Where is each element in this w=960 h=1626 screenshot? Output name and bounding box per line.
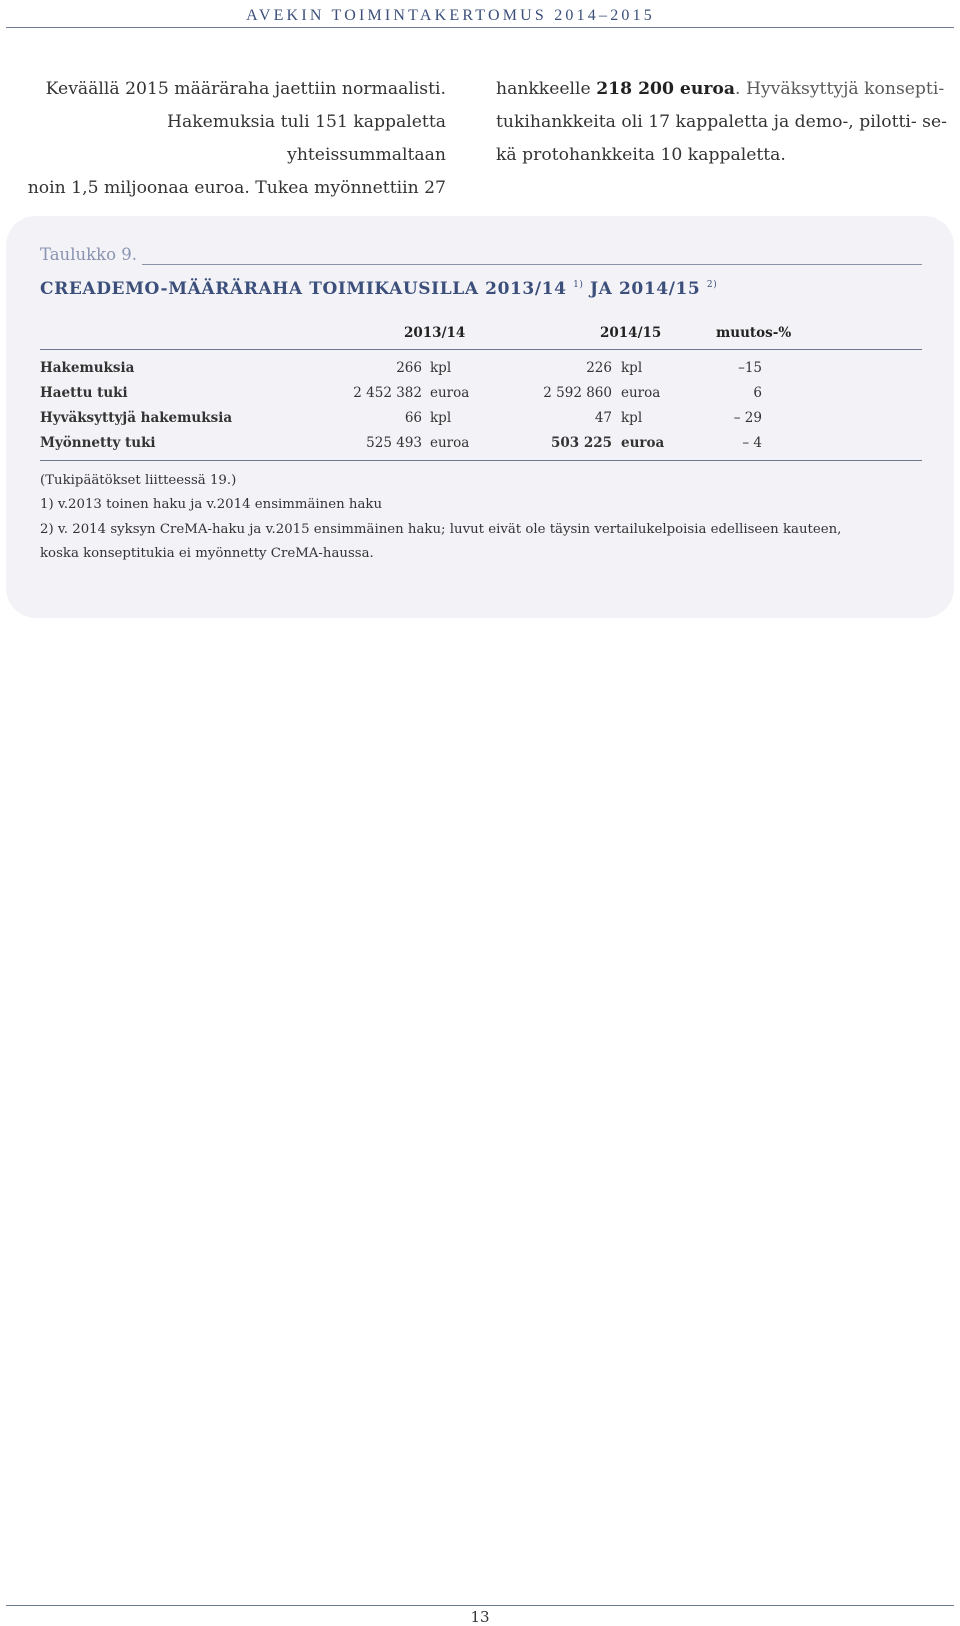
row-label: Hyväksyttyjä hakemuksia [40,410,233,426]
unit-2013-14: euroa [430,385,470,401]
value-2014-15: 226 [586,360,612,376]
intro-right-line: kä protohankkeita 10 kappaletta. [496,145,786,165]
header-title: AVEKIN TOIMINTAKERTOMUS 2014–2015 [246,7,655,24]
unit-2014-15: kpl [621,360,643,376]
unit-2013-14: kpl [430,410,452,426]
value-2014-15: 503 225 [550,435,612,451]
table-title [40,279,717,299]
footnote-ref-2: 2) [706,280,718,290]
intro-right-column [496,73,956,172]
intro-left-line: Hakemuksia tuli 151 kappaletta yhteissummaltaan [167,112,446,165]
value-2014-15: 2 592 860 [543,385,612,401]
intro-left-line: Keväällä 2015 määräraha jaettiin normaalisti. [45,79,446,99]
table-label: Taulukko 9. [40,245,138,264]
table-top-rule [40,349,922,350]
table-label-rule [142,264,922,265]
table-title-text: CREADEMO-MÄÄRÄRAHA TOIMIKAUSILLA 2013/14 [40,279,567,299]
column-header-2014-15: 2014/15 [600,325,662,341]
footnote-ref-1: 1) [573,280,584,290]
column-header-2013-14: 2013/14 [404,325,466,341]
intro-left-line: noin 1,5 miljoonaa euroa. Tukea myönnettiin 27 [27,178,446,198]
intro-amount: 218 200 euroa [596,79,736,99]
unit-2013-14: kpl [430,360,452,376]
table-footnote-2-cont: koska konseptitukia ei myönnetty CreMA-haussa. [40,546,374,561]
unit-2014-15: kpl [621,410,643,426]
table-footnote-2: 2) v. 2014 syksyn CreMA-haku ja v.2015 ensimmäinen haku; luvut eivät ole täysin vertailukelpoisia edelliseen kauteen, [40,522,842,537]
value-2013-14: 525 493 [366,435,422,451]
value-2013-14: 66 [404,410,422,426]
header-rule [6,27,954,28]
intro-right-line: tukihankkeita oli 17 kappaletta ja demo-, pilotti- se- [496,112,947,132]
change-value: – 4 [742,435,762,451]
column-header-change: muutos-% [716,325,792,341]
intro-text: hankkeelle [496,79,597,99]
row-label: Myönnetty tuki [40,435,156,451]
page-number: 13 [470,1608,490,1626]
table-note: (Tukipäätökset liitteessä 19.) [40,473,237,488]
value-2013-14: 2 452 382 [353,385,422,401]
change-value: – 29 [733,410,762,426]
change-value: 6 [753,385,762,401]
table-bottom-rule [40,460,922,461]
intro-left-column [6,73,446,205]
intro-right-line [496,73,956,106]
value-2014-15: 47 [594,410,612,426]
table-title-text: JA 2014/15 [590,279,701,299]
unit-2013-14: euroa [430,435,470,451]
footer-rule [6,1605,954,1606]
row-label: Haettu tuki [40,385,128,401]
value-2013-14: 266 [396,360,422,376]
table-footnote-1: 1) v.2013 toinen haku ja v.2014 ensimmäinen haku [40,497,383,512]
change-value: –15 [738,360,762,376]
intro-text: . Hyväksyttyjä konsepti- [735,79,945,99]
unit-2014-15: euroa [621,385,661,401]
unit-2014-15: euroa [621,435,665,451]
row-label: Hakemuksia [40,360,135,376]
